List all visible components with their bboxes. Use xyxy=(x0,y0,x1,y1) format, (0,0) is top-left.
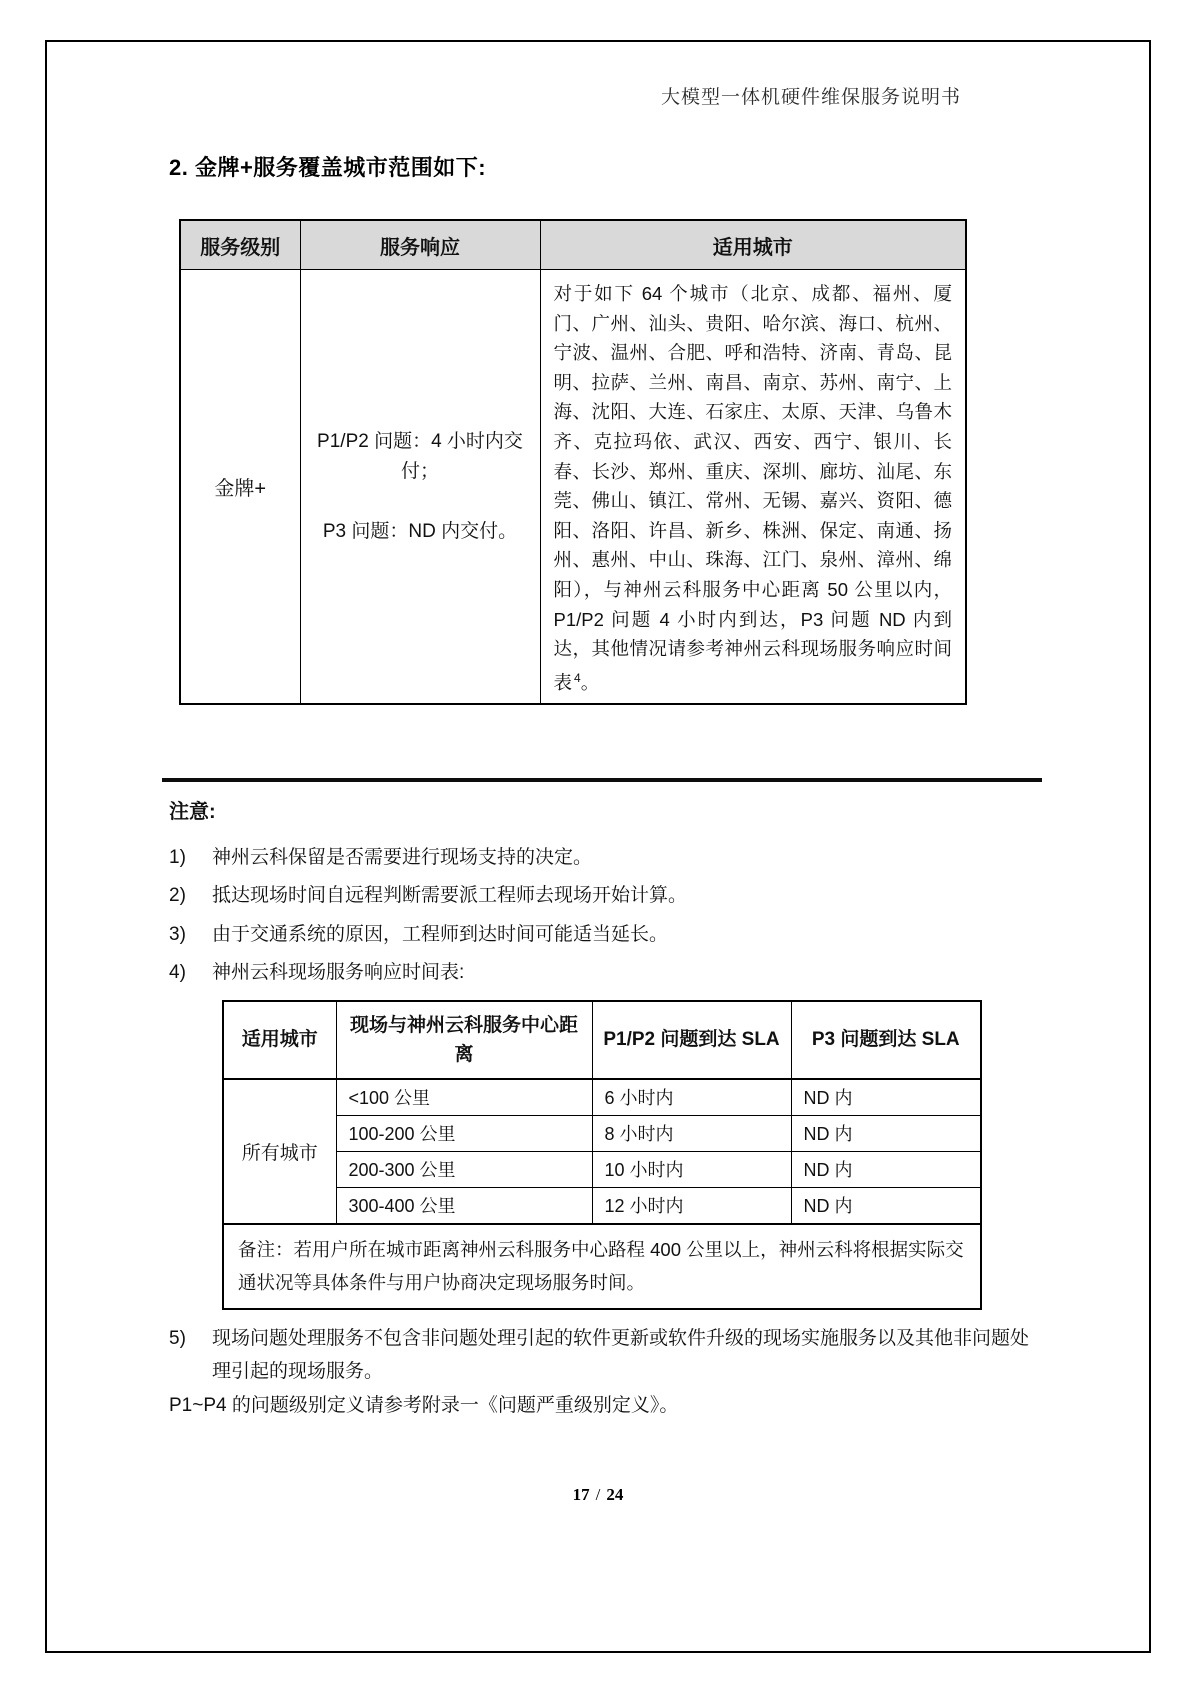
p3-sla-cell: ND 内 xyxy=(791,1079,981,1116)
list-item-text: 神州云科现场服务响应时间表: xyxy=(212,962,465,984)
section-title: 2. 金牌+服务覆盖城市范围如下: xyxy=(169,155,487,180)
list-item xyxy=(169,923,1036,947)
page-border xyxy=(45,40,1151,1653)
response-p1p2: P1/P2 问题：4 小时内交付； xyxy=(317,430,523,482)
footnote-reference: 4 xyxy=(574,670,581,685)
total-page-number: 24 xyxy=(606,1485,624,1504)
list-item xyxy=(169,961,1036,985)
p1p2-sla-cell: 12 小时内 xyxy=(592,1187,791,1224)
page-number-separator: / xyxy=(595,1485,601,1504)
service-level-cell: 金牌+ xyxy=(180,270,300,705)
header-service-response: 服务响应 xyxy=(300,220,540,270)
table-row xyxy=(223,1187,981,1224)
list-item-text: 现场问题处理服务不包含非问题处理引起的软件更新或软件升级的现场实施服务以及其他非问题处理引起的现场服务。 xyxy=(212,1327,1030,1382)
header-p3-sla: P3 问题到达 SLA xyxy=(791,1001,981,1079)
list-item xyxy=(169,884,1036,908)
list-item-marker: 4) xyxy=(169,962,186,984)
list-item-marker: 3) xyxy=(169,923,186,945)
city-group-cell: 所有城市 xyxy=(223,1079,336,1224)
table-row xyxy=(223,1151,981,1187)
table-row xyxy=(223,1079,981,1116)
applicable-cities-cell xyxy=(540,270,966,705)
table-remark: 备注：若用户所在城市距离神州云科服务中心路程 400 公里以上，神州云科将根据实际交通状况等具体条件与用户协商决定现场服务时间。 xyxy=(223,1224,981,1309)
distance-cell: <100 公里 xyxy=(336,1079,592,1116)
response-p3: P3 问题：ND 内交付。 xyxy=(322,520,518,542)
p1p2-sla-cell: 6 小时内 xyxy=(592,1079,791,1116)
p1p2-sla-cell: 10 小时内 xyxy=(592,1151,791,1187)
distance-cell: 300-400 公里 xyxy=(336,1187,592,1224)
list-item-text: 神州云科保留是否需要进行现场支持的决定。 xyxy=(212,846,593,868)
notes-title: 注意: xyxy=(169,800,216,823)
cities-text-suffix: 。 xyxy=(580,671,600,693)
list-item-marker: 5) xyxy=(169,1327,186,1349)
cities-text: 对于如下 64 个城市（北京、成都、福州、厦门、广州、汕头、贵阳、哈尔滨、海口、杭州、宁波、温州、合肥、呼和浩特、济南、青岛、昆明、拉萨、兰州、南昌、南京、苏州、南宁、上海、沈阳、大连、石家庄、太原、天津、乌鲁木齐、克拉玛依、武汉、西安、西宁、银川、长春、长沙、郑州、重庆、深圳、廊坊、汕尾、东莞、佛山、镇江、常州、无锡、嘉兴、资阳、德阳、洛阳、许昌、新乡、株洲、保定、南通、扬州、惠州、中山、珠海、江门、泉州、漳州、绵阳），与神州云科服务中心距离 50 公里以内，P1/P2 问题 4 小时内到达，P3 问题 ND 内到达，其他情况请参考神州云科现场服务响应时间表 xyxy=(553,283,952,693)
table-row xyxy=(180,270,966,705)
table-header-row xyxy=(223,1001,981,1079)
table-remark-row xyxy=(223,1224,981,1309)
list-item xyxy=(169,1322,1036,1388)
list-item-marker: 2) xyxy=(169,885,186,907)
table-row xyxy=(223,1115,981,1151)
p3-sla-cell: ND 内 xyxy=(791,1115,981,1151)
p3-sla-cell: ND 内 xyxy=(791,1151,981,1187)
distance-cell: 100-200 公里 xyxy=(336,1115,592,1151)
list-item-text: 抵达现场时间自远程判断需要派工程师去现场开始计算。 xyxy=(212,885,688,907)
header-applicable-cities: 适用城市 xyxy=(540,220,966,270)
list-item xyxy=(169,846,1036,870)
service-response-cell xyxy=(300,270,540,705)
table-header-row xyxy=(180,220,966,270)
page-number xyxy=(47,1485,1149,1505)
header-distance: 现场与神州云科服务中心距离 xyxy=(336,1001,592,1079)
header-p1p2-sla: P1/P2 问题到达 SLA xyxy=(592,1001,791,1079)
header-service-level: 服务级别 xyxy=(180,220,300,270)
page-content xyxy=(47,42,1149,1651)
gold-plus-coverage-table xyxy=(179,219,967,705)
p3-sla-cell: ND 内 xyxy=(791,1187,981,1224)
p1p2-sla-cell: 8 小时内 xyxy=(592,1115,791,1151)
horizontal-divider xyxy=(162,778,1042,782)
severity-definition-note: P1~P4 的问题级别定义请参考附录一《问题严重级别定义》。 xyxy=(169,1394,679,1416)
list-item-marker: 1) xyxy=(169,846,186,868)
onsite-response-time-table xyxy=(222,1000,982,1310)
distance-cell: 200-300 公里 xyxy=(336,1151,592,1187)
notes-list xyxy=(169,846,1036,986)
list-item-text: 由于交通系统的原因，工程师到达时间可能适当延长。 xyxy=(212,923,669,945)
header-applicable-city: 适用城市 xyxy=(223,1001,336,1079)
current-page-number: 17 xyxy=(572,1485,590,1504)
document-header-title: 大模型一体机硬件维保服务说明书 xyxy=(660,87,961,108)
